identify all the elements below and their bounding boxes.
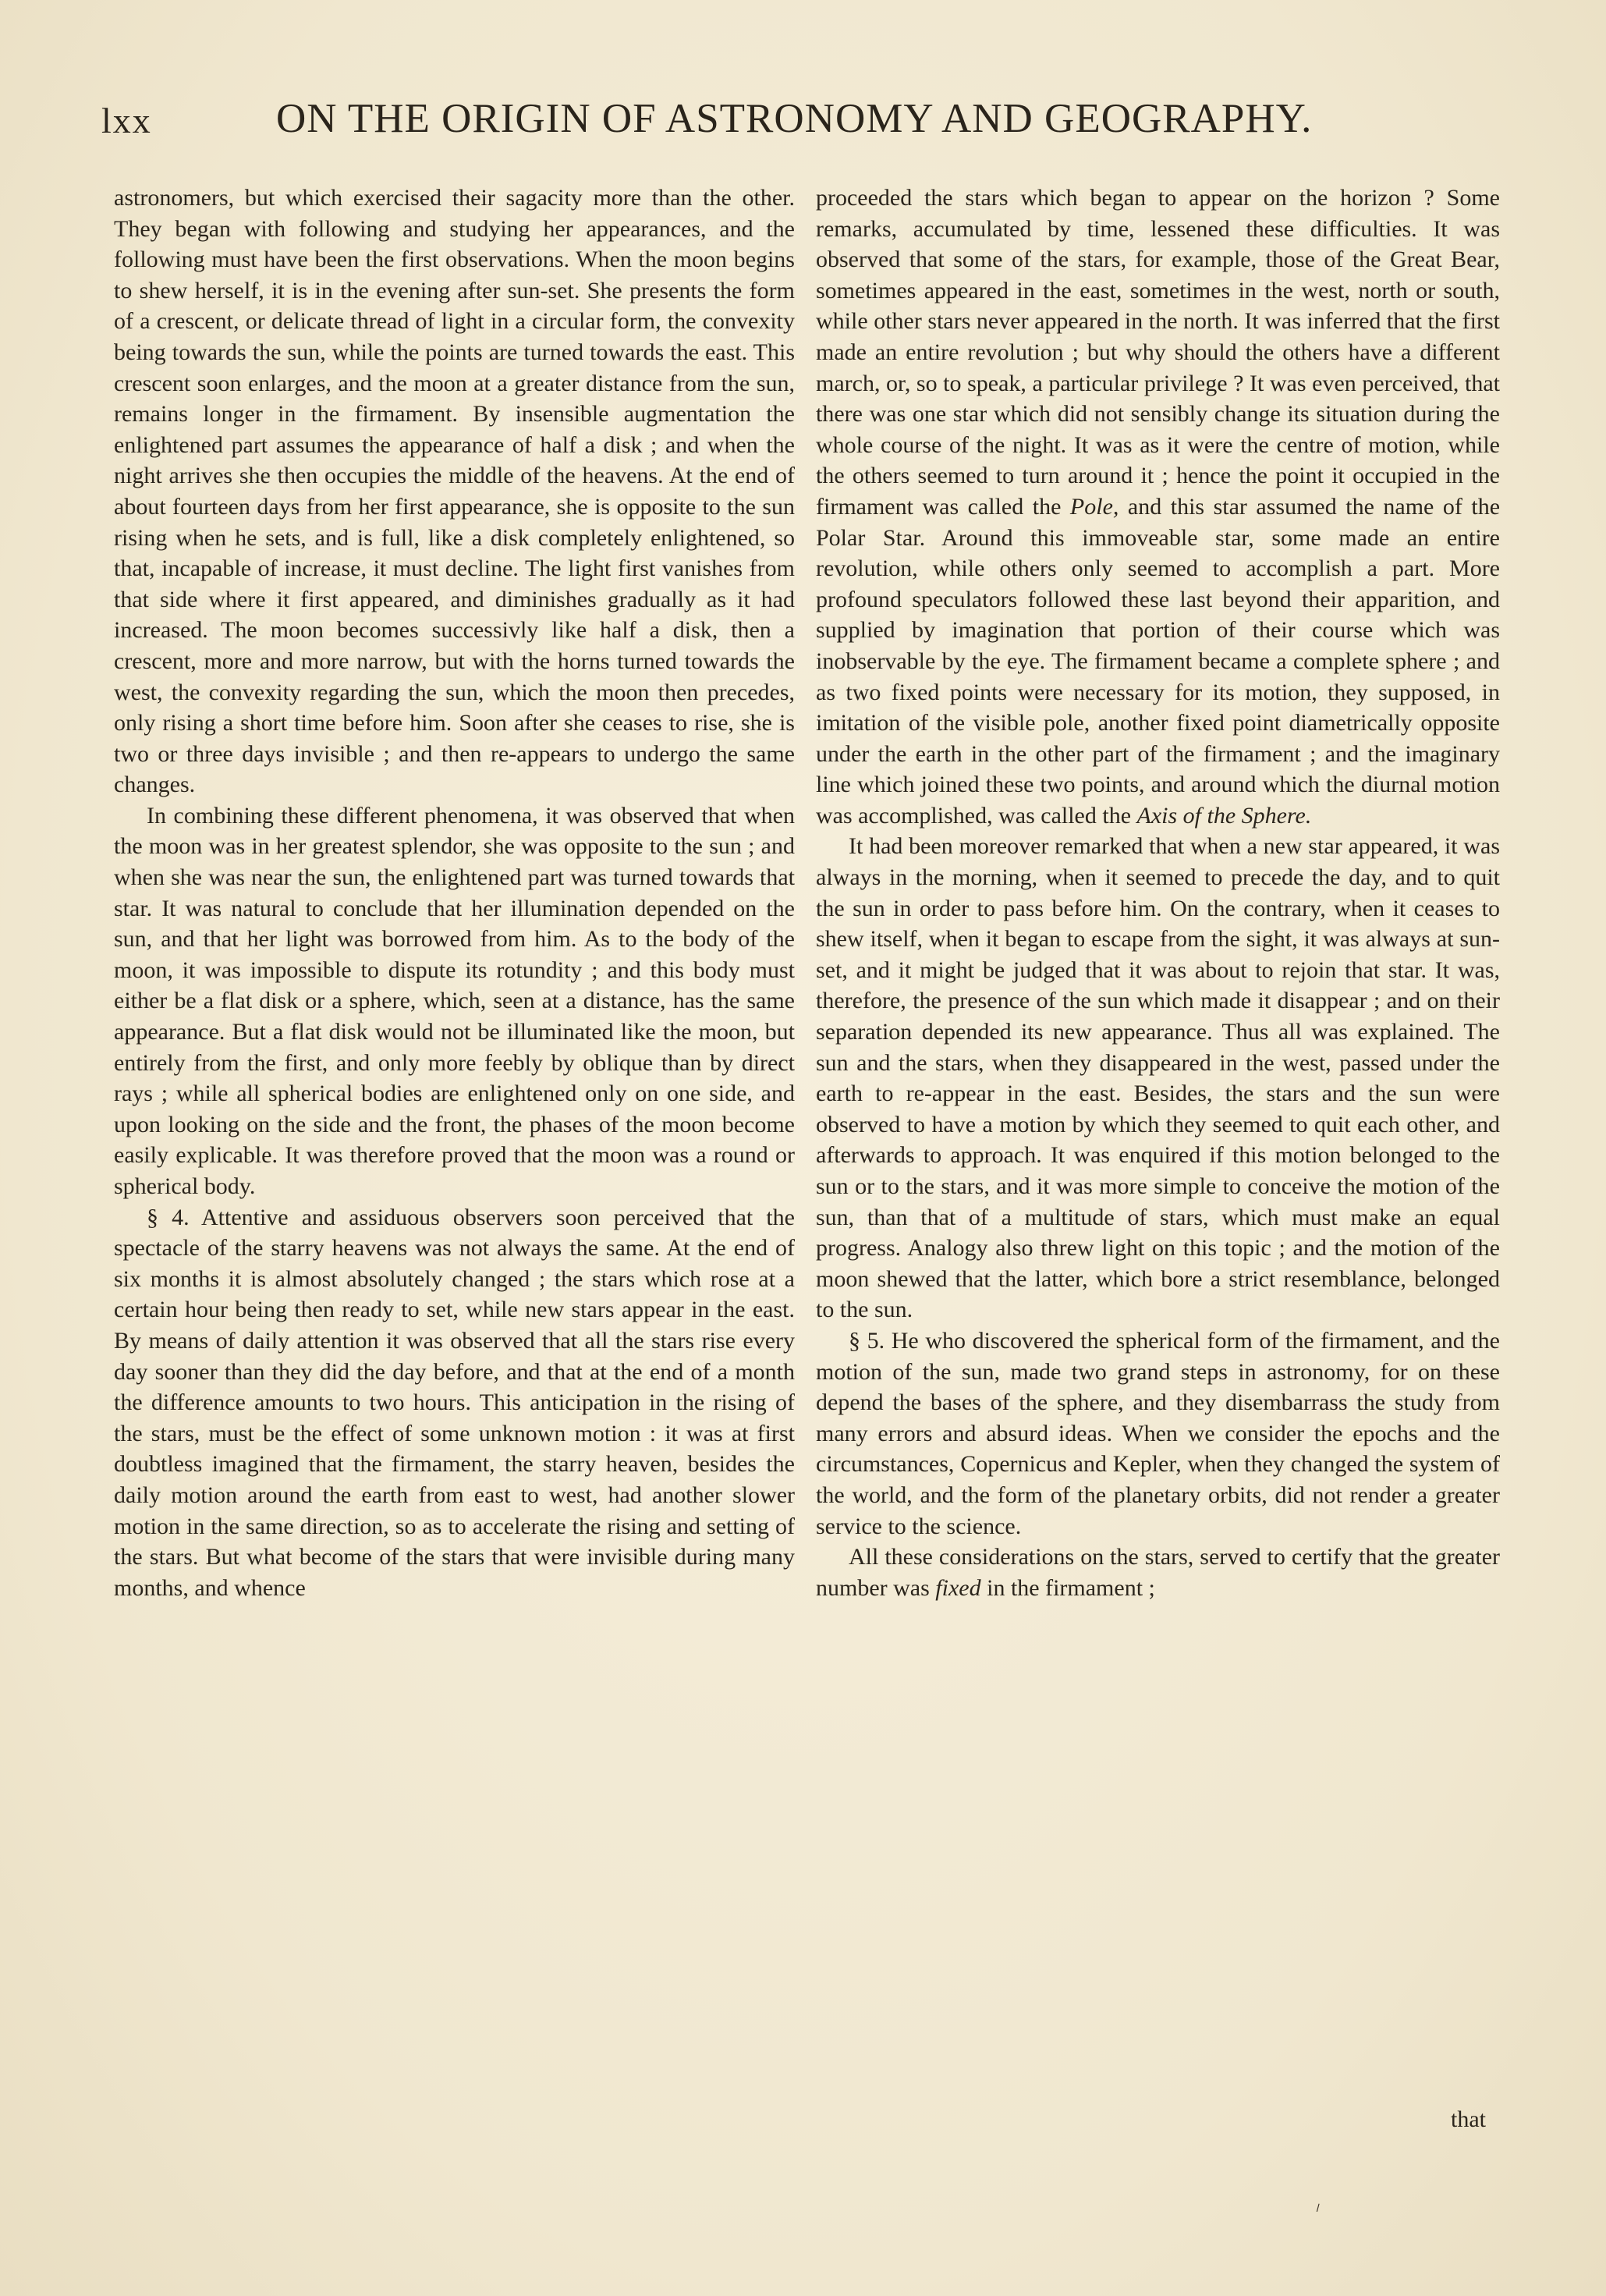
paragraph-fixed-stars (816, 1542, 1500, 1603)
running-title: ON THE ORIGIN OF ASTRONOMY AND GEOGRAPHY. (276, 96, 1313, 141)
margin-mark: ⸍ (1310, 2199, 1328, 2222)
text-run: proceeded the stars which began to appear on the horizon ? Some remarks, accumulated by time, lessened these difficulties. It was observed that some of the stars, for example, those of the Great Bear, sometimes appeared in the east, sometimes in the west, north or south, while other stars never appeared in the north. It was inferred that the first made an entire revolution ; but why should the others have a different march, or, so to speak, a particular privilege ? It was even perceived, that there was one star which did not sensibly change its situation during the whole course of the night. It was as it were the centre of motion, while the others seemed to turn around it ; hence the point it occupied in the firmament was called the (816, 185, 1500, 520)
paragraph-moon-phases: astronomers, but which exercised their sagacity more than the other. They began with following and studying her appearances, and the following must have been the first observations. When the moon begins to shew herself, it is in the evening after sun-set. She presents the form of a crescent, or delicate thread of light in a circular form, the convexity being towards the sun, while the points are turned towards the east. This crescent soon enlarges, and the moon at a greater distance from the sun, remains longer in the firmament. By insensible augmentation the enlightened part assumes the appearance of half a disk ; and when the night arrives she then occupies the middle of the heavens. At the end of about fourteen days from her first appearance, she is opposite to the sun rising when he sets, and is full, like a disk completely enlightened, so that, incapable of increase, it must decline. The light first vanishes from that side where it first appeared, and diminishes gradually as it had increased. The moon becomes successivly like half a disk, then a crescent, more and more narrow, but with the horns turned towards the west, the convexity regarding the sun, which the moon then precedes, only rising a short time before him. Soon after she ceases to rise, she is two or three days invisible ; and then re-appears to undergo the same changes. (114, 185, 795, 798)
italic-term-axis: Axis of the Sphere. (1136, 802, 1312, 829)
italic-term-pole: Pole, (1069, 493, 1119, 520)
folio-number: lxx (101, 101, 152, 140)
text-run: and this star assumed the name of the Polar Star. Around this immoveable star, some made an entire revolution, while others only seemed to accomplish a part. More profound speculators followed these last beyond their apparition, and supplied by imagination that portion of their course which was inobservable by the eye. The firmament became a complete sphere ; and as two fixed points were necessary for its motion, they supposed, in imitation of the visible pole, another fixed point diametrically opposite under the earth in the other part of the firmament ; and the imaginary line which joined these two points, and around which the diurnal motion was accomplished, was called the (816, 493, 1501, 829)
paragraph-moon-illumination: In combining these different phenomena, it was observed that when the moon was in her greatest splendor, she was opposite to the sun ; and when she was near the sun, the enlightened part was turned towards that star. It was natural to conclude that her illumination depended on the sun, and that her light was borrowed from him. As to the body of the moon, it was impossible to dispute its rotundity ; and this body must either be a flat disk or a sphere, which, seen at a distance, has the same appearance. But a flat disk would not be illuminated like the moon, but entirely from the first, and only more feebly by oblique than by direct rays ; while all spherical bodies are enlightened only on one side, and upon looking on the side and the front, the phases of the moon become easily explicable. It was therefore proved that the moon was a round or spherical body. (114, 802, 795, 1199)
text-run: in the firmament ; (987, 1574, 1155, 1601)
right-column (816, 183, 1500, 1603)
catchword: that (1451, 2106, 1486, 2132)
paragraph-polar-star (816, 183, 1500, 831)
left-column (114, 183, 795, 1603)
text-run: All these considerations on the stars, served to certify that the greater number was (816, 1544, 1500, 1601)
paragraph-section-4: § 4. Attentive and assiduous observers soon perceived that the spectacle of the starry heavens was not always the same. At the end of six months it is almost absolutely changed ; the stars which rose at a certain hour being then ready to set, while new stars appear in the east. By means of daily attention it was observed that all the stars rise every day sooner than they did the day before, and that at the end of a month the difference amounts to two hours. This anticipation in the rising of the stars, must be the effect of some unknown motion : it was at first doubtless imagined that the firmament, the starry heaven, besides the daily motion around the earth from east to west, had another slower motion in the same direction, so as to accelerate the rising and setting of the stars. But what become of the stars that were invisible during many months, and whence (114, 1204, 795, 1601)
paragraph-sun-motion: It had been moreover remarked that when a new star appeared, it was always in the morning, when it seemed to precede the day, and to quit the sun in order to pass before him. On the contrary, when it ceases to shew itself, when it began to escape from the sight, it was always at sun-set, and it might be judged that it was about to rejoin that star. It was, therefore, the presence of the sun which made it disappear ; and on their separation depended its new appearance. Thus all was explained. The sun and the stars, when they disappeared in the west, passed under the earth to re-appear in the east. Besides, the stars and the sun were observed to have a motion by which they seemed to quit each other, and afterwards to approach. It was enquired if this motion belonged to the sun or to the stars, and it was more simple to conceive the motion of the sun, than that of a multitude of stars, which must make an equal progress. Analogy also threw light on this topic ; and the motion of the moon shewed that the latter, which bore a strict resemblance, belonged to the sun. (816, 833, 1500, 1323)
page-header (101, 90, 1505, 153)
italic-term-fixed: fixed (935, 1574, 981, 1601)
paragraph-section-5: § 5. He who discovered the spherical form of the firmament, and the motion of the sun, made two grand steps in astronomy, for on these depend the bases of the sphere, and they disembarrass the study from many errors and absurd ideas. When we consider the epochs and the circumstances, Copernicus and Kepler, when they changed the system of the world, and the form of the planetary orbits, did not render a greater service to the science. (816, 1327, 1500, 1539)
